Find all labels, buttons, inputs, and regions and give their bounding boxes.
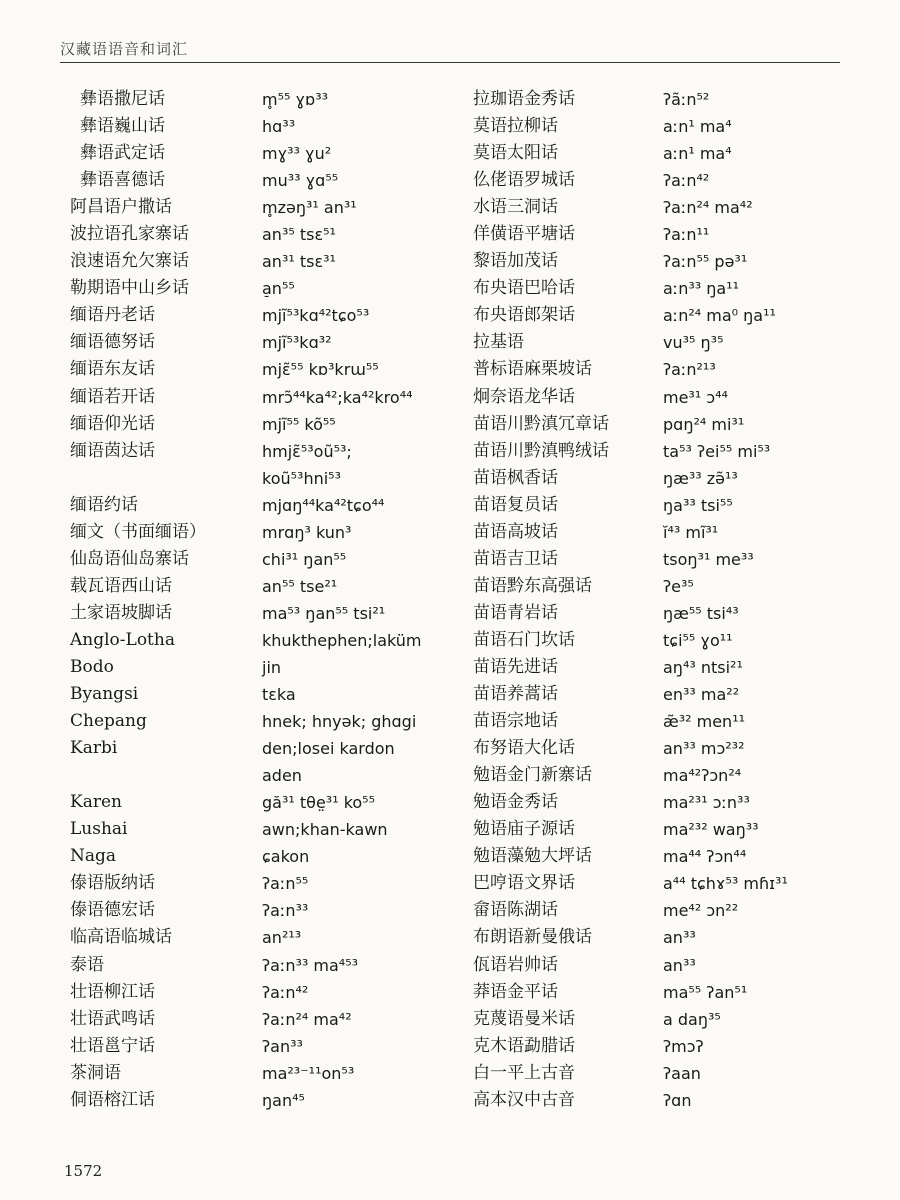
phonetic-form: mjĩ⁵⁵ kõ⁵⁵ — [262, 414, 336, 434]
entry-row — [473, 816, 853, 843]
entry-row — [473, 870, 853, 897]
entry-row — [70, 329, 450, 356]
phonetic-form: æ̃³² men¹¹ — [663, 712, 746, 732]
dialect-name: Karbi — [70, 738, 118, 759]
entry-row — [70, 384, 450, 411]
entry-row — [473, 1006, 853, 1033]
entry-row — [70, 789, 450, 816]
phonetic-form: mrɑŋ³ kun³ — [262, 522, 352, 542]
entry-row — [70, 275, 450, 302]
entry-row — [70, 194, 450, 221]
dialect-name: 傣语版纳话 — [70, 873, 155, 894]
dialect-name: 布央语郎架话 — [473, 305, 575, 326]
dialect-name: 苗语黔东高强话 — [473, 575, 592, 596]
dialect-name: 勉语藻勉大坪话 — [473, 846, 592, 867]
entry-row — [473, 546, 853, 573]
dialect-name: 苗语川黔滇鸭绒话 — [473, 440, 609, 461]
phonetic-form: ʔmɔʔ — [663, 1036, 704, 1056]
phonetic-form: ʔãːn⁵² — [663, 90, 710, 109]
dialect-name: 克蔑语曼米话 — [473, 1008, 575, 1029]
entry-row — [473, 681, 853, 708]
right-column — [473, 86, 853, 1114]
dialect-name: 普标语麻栗坡话 — [473, 359, 592, 380]
entry-row — [473, 275, 853, 302]
phonetic-form: an³³ — [663, 928, 696, 948]
phonetic-form: ma²³² waŋ³³ — [663, 820, 759, 840]
dialect-name: 彝语撒尼话 — [80, 89, 165, 109]
phonetic-form: ʔaːn⁵⁵ — [262, 874, 309, 894]
entry-row — [473, 573, 853, 600]
dialect-name: 苗语川黔滇冗章话 — [473, 413, 609, 434]
dialect-name: 苗语养蒿话 — [473, 684, 558, 705]
entry-row — [70, 573, 450, 600]
entry-row — [70, 1006, 450, 1033]
dialect-name: 彝语喜德话 — [80, 170, 165, 191]
dialect-name: 苗语高坡话 — [473, 521, 558, 542]
entry-row — [70, 870, 450, 897]
entry-row — [70, 627, 450, 654]
phonetic-form: ma⁵³ ŋan⁵⁵ tsi²¹ — [262, 603, 386, 623]
phonetic-form: me³¹ ɔ⁴⁴ — [663, 387, 728, 407]
dialect-name: 彝语武定话 — [80, 143, 165, 164]
dialect-name: 莽语金平话 — [473, 981, 558, 1002]
entry-row — [473, 167, 853, 194]
entry-row — [70, 952, 450, 979]
phonetic-form: ŋæ⁵⁵ tsi⁴³ — [663, 603, 739, 623]
entry-row — [473, 438, 853, 465]
phonetic-form: hnek; hnyək; ghɑgi — [262, 712, 417, 732]
phonetic-form: khukthephen;laküm — [262, 630, 422, 650]
entry-row — [473, 762, 853, 789]
phonetic-form: ʔaːn²⁴ ma⁴² — [663, 198, 753, 218]
phonetic-form: koũ⁵³hni⁵³ — [262, 468, 342, 488]
entry-row — [473, 465, 853, 492]
phonetic-form: jin — [262, 657, 282, 677]
phonetic-form: chi³¹ ŋan⁵⁵ — [262, 549, 347, 569]
phonetic-form: pɑŋ²⁴ mi³¹ — [663, 414, 745, 434]
dialect-name: 苗语先进话 — [473, 656, 558, 677]
entry-row — [473, 952, 853, 979]
entry-row — [473, 897, 853, 924]
phonetic-form: ʔaan — [663, 1063, 701, 1083]
entry-row — [473, 843, 853, 870]
phonetic-form: aːn³³ ŋa¹¹ — [663, 279, 740, 299]
dialect-name: 彝语巍山话 — [80, 116, 165, 137]
phonetic-form: ʔe³⁵ — [663, 576, 694, 596]
phonetic-form: aːn¹ ma⁴ — [663, 117, 732, 137]
entry-row — [473, 411, 853, 438]
dialect-name: 勉语庙子源话 — [473, 819, 575, 840]
entry-row — [70, 248, 450, 275]
entry-row — [70, 1087, 450, 1114]
dialect-name: 临高语临城话 — [70, 927, 172, 948]
entry-row — [473, 924, 853, 951]
entry-row — [70, 492, 450, 519]
entry-row — [70, 762, 450, 789]
phonetic-form: ʔaːn³³ — [262, 901, 309, 921]
dialect-name: 缅语约话 — [70, 494, 138, 515]
phonetic-form: an²¹³ — [262, 928, 302, 948]
entry-row — [70, 411, 450, 438]
phonetic-form: ma⁴²ʔɔn²⁴ — [663, 766, 742, 786]
dialect-name: 缅文（书面缅语） — [70, 521, 206, 542]
phonetic-form: vu³⁵ ŋ³⁵ — [663, 333, 724, 353]
dialect-name: 布朗语新曼俄话 — [473, 927, 592, 948]
phonetic-form: mjɛ̃⁵⁵ kɒ³krɯ⁵⁵ — [262, 360, 379, 380]
phonetic-form: gă³¹ tθe̤³¹ ko⁵⁵ — [262, 793, 376, 813]
dialect-name: 土家语坡脚话 — [70, 602, 172, 623]
entry-row — [473, 356, 853, 383]
entry-row — [70, 1060, 450, 1087]
phonetic-form: me⁴² ɔn²² — [663, 901, 739, 921]
dialect-name: Chepang — [70, 711, 147, 732]
dialect-name: 侗语榕江话 — [70, 1089, 155, 1110]
phonetic-form: ʔaːn²¹³ — [663, 360, 716, 380]
entry-row — [70, 546, 450, 573]
entry-row — [70, 113, 450, 140]
entry-row — [473, 1087, 853, 1114]
dialect-name: 炯奈语龙华话 — [473, 386, 575, 407]
dialect-name: 佤语岩帅话 — [473, 954, 558, 975]
phonetic-form: ʔan³³ — [262, 1036, 303, 1056]
phonetic-form: ma²³⁻¹¹on⁵³ — [262, 1063, 355, 1083]
dialect-name: 壮语柳江话 — [70, 981, 155, 1002]
entry-row — [70, 681, 450, 708]
phonetic-form: a daŋ³⁵ — [663, 1009, 721, 1029]
dialect-name: 黎语加茂话 — [473, 251, 558, 272]
dialect-name: Bodo — [70, 656, 114, 677]
phonetic-form: a⁴⁴ tɕhɤ⁵³ mɦɪ³¹ — [663, 874, 788, 894]
entry-row — [70, 1033, 450, 1060]
dialect-name: 莫语拉柳话 — [473, 116, 558, 137]
dialect-name: 水语三洞话 — [473, 197, 558, 218]
dialect-name: 缅语东友话 — [70, 359, 155, 380]
entry-row — [473, 789, 853, 816]
entry-row — [473, 384, 853, 411]
dialect-name: 阿昌语户撒话 — [70, 197, 172, 218]
dialect-name: 苗语枫香话 — [473, 467, 558, 488]
dialect-name: 佯僙语平塘话 — [473, 224, 575, 245]
entry-row — [473, 302, 853, 329]
entry-row — [70, 816, 450, 843]
entry-row — [473, 492, 853, 519]
dialect-name: 苗语宗地话 — [473, 711, 558, 732]
phonetic-form: ʔaːn⁴² — [663, 171, 710, 191]
phonetic-form: ʔɑn — [663, 1090, 692, 1110]
dialect-name: 傣语德宏话 — [70, 900, 155, 921]
entry-row — [70, 600, 450, 627]
dialect-name: Byangsi — [70, 684, 139, 705]
entry-row — [473, 194, 853, 221]
dialect-name: 布努语大化话 — [473, 738, 575, 759]
entry-row — [70, 167, 450, 194]
dialect-name: 白一平上古音 — [473, 1062, 575, 1083]
dialect-name: 拉基语 — [473, 332, 524, 353]
dialect-name: 勒期语中山乡话 — [70, 278, 189, 299]
dialect-name: 壮语武鸣话 — [70, 1008, 155, 1029]
entry-row — [473, 654, 853, 681]
entry-row — [70, 708, 450, 735]
dialect-name: 载瓦语西山话 — [70, 575, 172, 596]
phonetic-form: aden — [262, 766, 302, 786]
dialect-name: Anglo-Lotha — [70, 629, 175, 650]
phonetic-form: en³³ ma²² — [663, 685, 740, 705]
phonetic-form: mjĩ⁵³kɑ³² — [262, 333, 332, 353]
book-title: 汉藏语语音和词汇 — [60, 40, 189, 58]
dialect-name: 勉语金门新寨话 — [473, 765, 592, 786]
phonetic-form: ŋæ³³ zə̃¹³ — [663, 468, 738, 488]
dialect-name: 畲语陈湖话 — [473, 900, 558, 921]
dialect-name: 壮语邕宁话 — [70, 1035, 155, 1056]
dialect-name: 苗语青岩话 — [473, 602, 558, 623]
dialect-name: 苗语吉卫话 — [473, 548, 558, 569]
phonetic-form: aŋ⁴³ ntsi²¹ — [663, 657, 743, 677]
phonetic-form: tɕi⁵⁵ ɣo¹¹ — [663, 630, 733, 650]
dialect-name: 克木语勐腊话 — [473, 1035, 575, 1056]
phonetic-form: ʔaːn¹¹ — [663, 225, 710, 245]
entry-row — [473, 113, 853, 140]
entry-row — [70, 356, 450, 383]
phonetic-form: m̥⁵⁵ ɣɒ³³ — [262, 90, 329, 109]
phonetic-form: an³⁵ tsɛ⁵¹ — [262, 225, 336, 245]
entry-row — [473, 1033, 853, 1060]
dialect-name: 缅语茵达话 — [70, 440, 155, 461]
dialect-name: 茶洞语 — [70, 1062, 121, 1083]
dialect-name: 勉语金秀话 — [473, 792, 558, 813]
dialect-name: 巴哼语文界话 — [473, 873, 575, 894]
dialect-name: 仫佬语罗城话 — [473, 170, 575, 191]
phonetic-form: mu³³ ɣɑ⁵⁵ — [262, 171, 339, 191]
entry-row — [70, 897, 450, 924]
dialect-name: Naga — [70, 846, 117, 867]
entry-row — [473, 248, 853, 275]
dialect-name: 缅语丹老话 — [70, 305, 155, 326]
phonetic-form: ʔaːn⁵⁵ pə³¹ — [663, 252, 748, 272]
phonetic-form: aːn¹ ma⁴ — [663, 144, 732, 164]
page-number: 1572 — [64, 1162, 103, 1180]
entry-row — [70, 140, 450, 167]
phonetic-form: an⁵⁵ tse²¹ — [262, 576, 338, 596]
entry-row — [70, 86, 450, 113]
phonetic-form: hɑ³³ — [262, 117, 296, 137]
phonetic-form: awn;khan-kawn — [262, 820, 388, 840]
entry-row — [473, 1060, 853, 1087]
phonetic-form: a̠n⁵⁵ — [262, 279, 295, 299]
phonetic-form: ʔaːn⁴² — [262, 982, 309, 1002]
header-rule — [60, 62, 840, 63]
phonetic-form: tsoŋ³¹ me³³ — [663, 549, 754, 569]
phonetic-form: aːn²⁴ ma⁰ ŋa¹¹ — [663, 306, 776, 326]
phonetic-form: ma⁵⁵ ʔan⁵¹ — [663, 982, 748, 1002]
dialect-name: 高本汉中古音 — [473, 1089, 575, 1110]
phonetic-form: den;losei kardon — [262, 739, 395, 759]
phonetic-form: ʔaːn³³ ma⁴⁵³ — [262, 955, 359, 975]
entry-row — [70, 302, 450, 329]
entry-row — [473, 140, 853, 167]
dialect-name: 波拉语孔家寨话 — [70, 224, 189, 245]
dialect-name: 仙岛语仙岛寨话 — [70, 548, 189, 569]
entry-row — [473, 735, 853, 762]
entry-row — [70, 654, 450, 681]
entry-row — [473, 979, 853, 1006]
phonetic-form: mjɑŋ⁴⁴ka⁴²tɕo⁴⁴ — [262, 495, 385, 515]
phonetic-form: mɣ³³ ɣu² — [262, 144, 332, 164]
phonetic-form: mrɔ̃⁴⁴ka⁴²;ka⁴²kro⁴⁴ — [262, 387, 413, 407]
entry-row — [70, 843, 450, 870]
phonetic-form: ma²³¹ ɔːn³³ — [663, 793, 750, 813]
running-header — [60, 38, 830, 64]
phonetic-form: ɕakon — [262, 847, 310, 867]
phonetic-form: ŋan⁴⁵ — [262, 1090, 305, 1110]
phonetic-form: mjĩ⁵³kɑ⁴²tɕo⁵³ — [262, 306, 370, 326]
entry-row — [70, 221, 450, 248]
left-column — [70, 86, 450, 1114]
entry-row — [70, 438, 450, 465]
entry-row — [473, 221, 853, 248]
dialect-name: Lushai — [70, 819, 128, 840]
entry-row — [473, 708, 853, 735]
phonetic-form: an³³ — [663, 955, 696, 975]
entry-row — [473, 627, 853, 654]
dialect-name: 莫语太阳话 — [473, 143, 558, 164]
phonetic-form: ĭ⁴³ mĩ³¹ — [663, 522, 719, 542]
dialect-name: 苗语复员话 — [473, 494, 558, 515]
entry-row — [70, 519, 450, 546]
dialect-name: 浪速语允欠寨话 — [70, 251, 189, 272]
entry-row — [473, 519, 853, 546]
dialect-name: 缅语仰光话 — [70, 413, 155, 434]
phonetic-form: hmjɛ̃⁵³oũ⁵³; — [262, 441, 352, 461]
entry-row — [473, 86, 853, 113]
dialect-name: 泰语 — [70, 954, 104, 975]
phonetic-form: an³¹ tsɛ³¹ — [262, 252, 336, 272]
dialect-name: 苗语石门坎话 — [473, 629, 575, 650]
phonetic-form: ma⁴⁴ ʔɔn⁴⁴ — [663, 847, 747, 867]
entry-row — [70, 465, 450, 492]
phonetic-form: ʔaːn²⁴ ma⁴² — [262, 1009, 352, 1029]
phonetic-form: an³³ mɔ²³² — [663, 739, 745, 759]
dialect-name: Karen — [70, 792, 122, 813]
dialect-name: 拉珈语金秀话 — [473, 89, 575, 109]
phonetic-form: ta⁵³ ʔei⁵⁵ mi⁵³ — [663, 441, 771, 461]
entry-row — [473, 329, 853, 356]
dialect-name: 布央语巴哈话 — [473, 278, 575, 299]
entry-row — [473, 600, 853, 627]
entry-row — [70, 735, 450, 762]
entry-row — [70, 979, 450, 1006]
dialect-name: 缅语若开话 — [70, 386, 155, 407]
phonetic-form: ŋa³³ tsi⁵⁵ — [663, 495, 733, 515]
entry-row — [70, 924, 450, 951]
phonetic-form: tɛka — [262, 685, 296, 705]
dialect-name: 缅语德努话 — [70, 332, 155, 353]
phonetic-form: m̥zəŋ³¹ an³¹ — [262, 198, 357, 218]
